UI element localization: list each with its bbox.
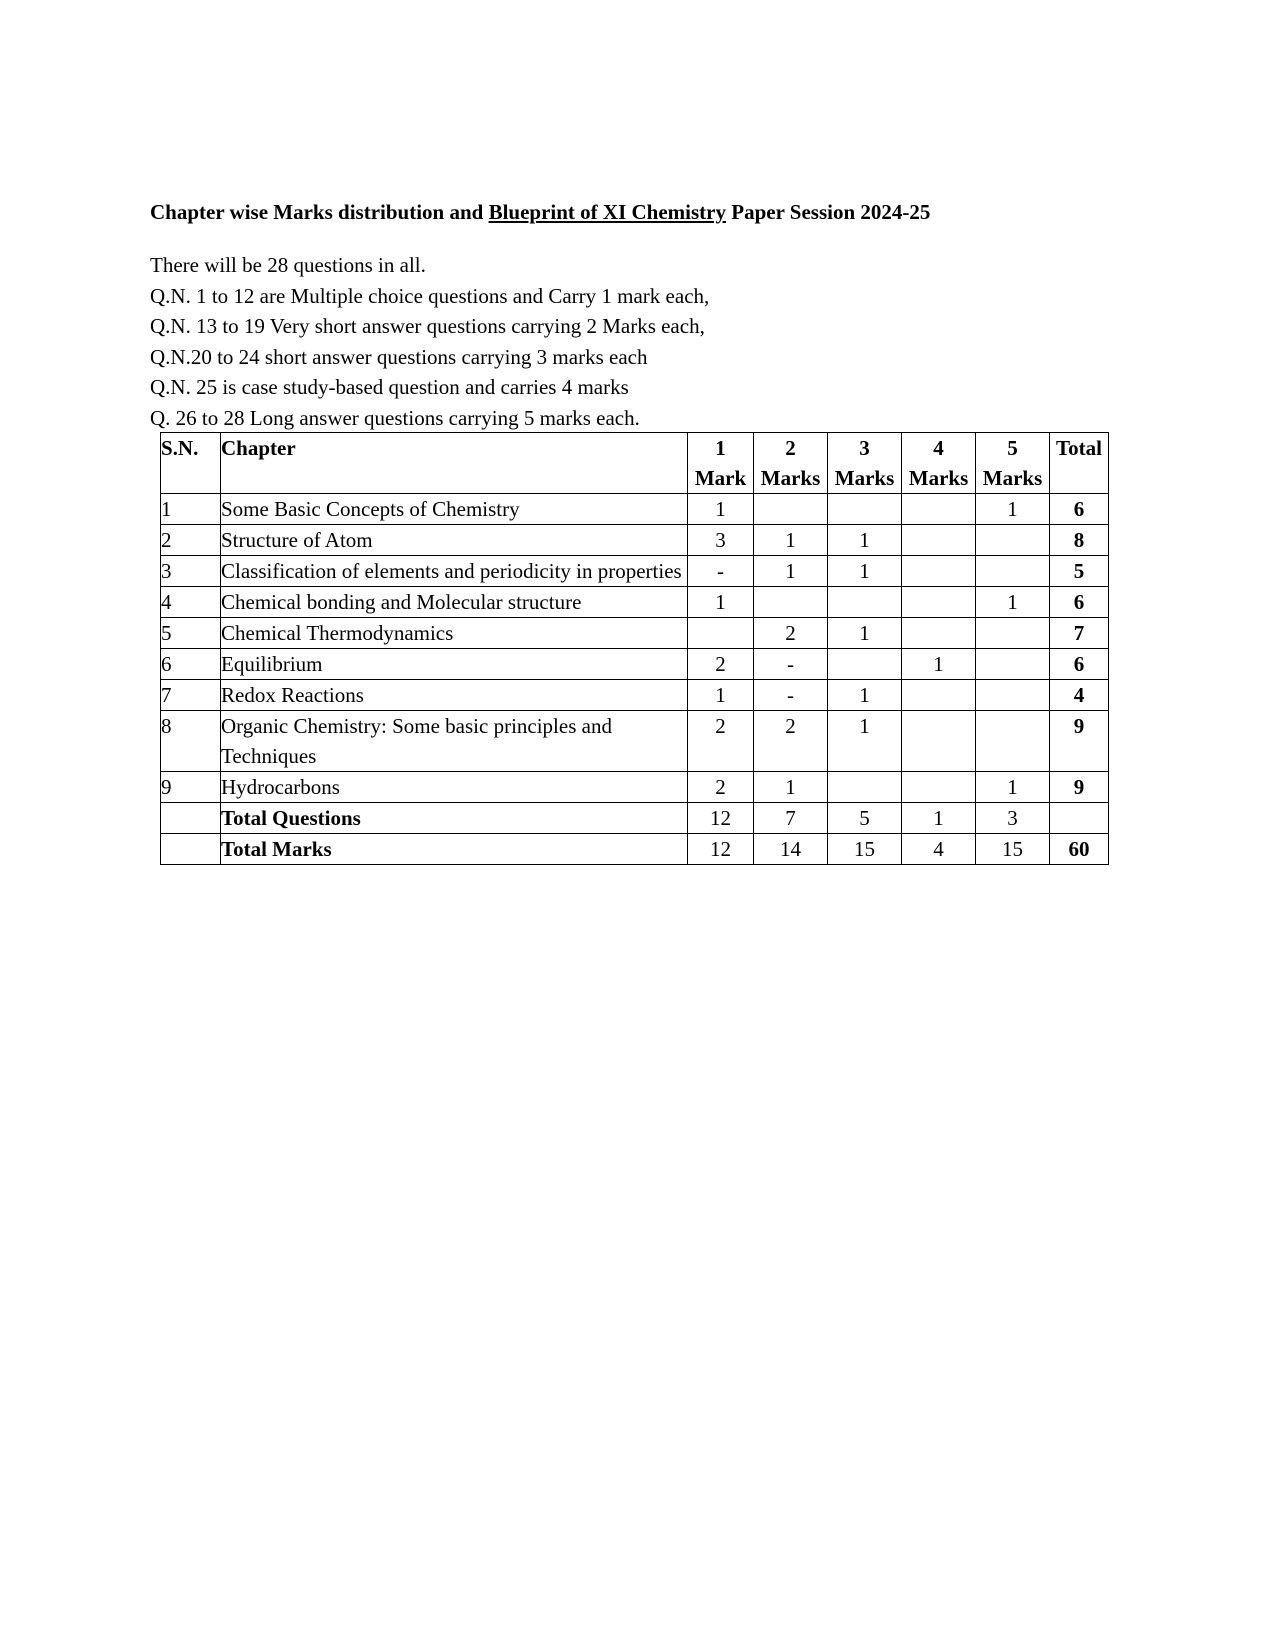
cell-1-mark — [688, 618, 754, 649]
cell-chapter: Redox Reactions — [221, 680, 688, 711]
cell-sn-empty — [161, 803, 221, 834]
cell-total — [1050, 803, 1109, 834]
header-4-marks: 4 Marks — [902, 433, 976, 494]
cell-4-marks — [902, 680, 976, 711]
cell-2-marks: - — [754, 649, 828, 680]
cell-3-marks: 1 — [828, 680, 902, 711]
cell-sn-empty — [161, 834, 221, 865]
cell-5-marks — [976, 556, 1050, 587]
cell-chapter: Some Basic Concepts of Chemistry — [221, 494, 688, 525]
total-marks-label: Total Marks — [221, 834, 688, 865]
heading-text-2: Paper Session 2024-25 — [726, 200, 931, 224]
table-row — [161, 618, 1109, 649]
cell-1-mark: 2 — [688, 711, 754, 772]
table-row — [161, 587, 1109, 618]
cell-3-marks — [828, 494, 902, 525]
blueprint-table — [160, 432, 1109, 865]
cell-sn: 4 — [161, 587, 221, 618]
cell-1-mark: 2 — [688, 649, 754, 680]
cell-2-marks: - — [754, 680, 828, 711]
cell-total: 9 — [1050, 772, 1109, 803]
cell-4-marks — [902, 494, 976, 525]
cell-chapter: Chemical bonding and Molecular structure — [221, 587, 688, 618]
heading-text-1: Chapter wise Marks distribution and — [150, 200, 489, 224]
cell-total: 6 — [1050, 587, 1109, 618]
cell-grand-total: 60 — [1050, 834, 1109, 865]
header-1-mark: 1 Mark — [688, 433, 754, 494]
cell-4-marks — [902, 618, 976, 649]
cell-5-marks — [976, 525, 1050, 556]
heading-underlined-text: Blueprint of XI Chemistry — [488, 200, 726, 224]
cell-2-marks — [754, 587, 828, 618]
table-row — [161, 772, 1109, 803]
cell-3-marks: 1 — [828, 556, 902, 587]
cell-1-mark: 12 — [688, 803, 754, 834]
cell-3-marks: 1 — [828, 618, 902, 649]
cell-5-marks — [976, 680, 1050, 711]
table-row — [161, 494, 1109, 525]
cell-2-marks: 1 — [754, 772, 828, 803]
cell-2-marks: 14 — [754, 834, 828, 865]
cell-5-marks — [976, 649, 1050, 680]
cell-2-marks: 1 — [754, 556, 828, 587]
cell-sn: 3 — [161, 556, 221, 587]
total-questions-row — [161, 803, 1109, 834]
cell-chapter: Structure of Atom — [221, 525, 688, 556]
cell-4-marks: 1 — [902, 803, 976, 834]
total-marks-row — [161, 834, 1109, 865]
cell-1-mark: 12 — [688, 834, 754, 865]
intro-line: There will be 28 questions in all. — [150, 253, 426, 277]
cell-4-marks — [902, 587, 976, 618]
cell-total: 6 — [1050, 494, 1109, 525]
intro-line: Q.N.20 to 24 short answer questions carrying 3 marks each — [150, 344, 648, 369]
cell-3-marks: 15 — [828, 834, 902, 865]
cell-2-marks: 2 — [754, 618, 828, 649]
cell-5-marks — [976, 618, 1050, 649]
cell-1-mark: 2 — [688, 772, 754, 803]
intro-line: Q. 26 to 28 Long answer questions carrying 5 marks each. — [150, 405, 640, 430]
cell-5-marks: 1 — [976, 587, 1050, 618]
cell-4-marks — [902, 525, 976, 556]
cell-5-marks: 3 — [976, 803, 1050, 834]
table-row — [161, 556, 1109, 587]
cell-total: 4 — [1050, 680, 1109, 711]
cell-3-marks: 1 — [828, 711, 902, 772]
cell-2-marks: 2 — [754, 711, 828, 772]
cell-4-marks — [902, 711, 976, 772]
table-row — [161, 680, 1109, 711]
header-chapter: Chapter — [221, 433, 688, 494]
header-2-marks: 2 Marks — [754, 433, 828, 494]
intro-line: Q.N. 25 is case study-based question and carries 4 marks — [150, 375, 629, 399]
header-sn: S.N. — [161, 433, 221, 494]
cell-4-marks — [902, 772, 976, 803]
cell-total: 7 — [1050, 618, 1109, 649]
header-total: Total — [1050, 433, 1109, 494]
cell-1-mark: - — [688, 556, 754, 587]
cell-sn: 2 — [161, 525, 221, 556]
cell-3-marks — [828, 772, 902, 803]
total-questions-label: Total Questions — [221, 803, 688, 834]
document-heading — [150, 200, 930, 225]
cell-chapter: Chemical Thermodynamics — [221, 618, 688, 649]
table-row — [161, 711, 1109, 772]
cell-sn: 9 — [161, 772, 221, 803]
table-row — [161, 525, 1109, 556]
table-header-row — [161, 433, 1109, 494]
header-5-marks: 5 Marks — [976, 433, 1050, 494]
intro-line: Q.N. 1 to 12 are Multiple choice questions and Carry 1 mark each, — [150, 283, 710, 308]
cell-5-marks — [976, 711, 1050, 772]
cell-4-marks: 1 — [902, 649, 976, 680]
cell-sn: 7 — [161, 680, 221, 711]
cell-sn: 6 — [161, 649, 221, 680]
cell-3-marks: 1 — [828, 525, 902, 556]
cell-total: 9 — [1050, 711, 1109, 772]
cell-chapter: Classification of elements and periodicity in properties — [221, 556, 688, 587]
cell-chapter: Equilibrium — [221, 649, 688, 680]
cell-1-mark: 1 — [688, 494, 754, 525]
cell-5-marks: 15 — [976, 834, 1050, 865]
cell-total: 5 — [1050, 556, 1109, 587]
cell-3-marks: 5 — [828, 803, 902, 834]
cell-chapter: Hydrocarbons — [221, 772, 688, 803]
cell-3-marks — [828, 587, 902, 618]
cell-sn: 5 — [161, 618, 221, 649]
cell-sn: 1 — [161, 494, 221, 525]
cell-4-marks: 4 — [902, 834, 976, 865]
cell-2-marks: 1 — [754, 525, 828, 556]
cell-4-marks — [902, 556, 976, 587]
intro-line: Q.N. 13 to 19 Very short answer questions carrying 2 Marks each, — [150, 314, 705, 338]
cell-1-mark: 1 — [688, 587, 754, 618]
intro-instructions — [150, 250, 709, 433]
cell-3-marks — [828, 649, 902, 680]
cell-1-mark: 3 — [688, 525, 754, 556]
cell-5-marks: 1 — [976, 772, 1050, 803]
header-3-marks: 3 Marks — [828, 433, 902, 494]
table-row — [161, 649, 1109, 680]
cell-2-marks: 7 — [754, 803, 828, 834]
cell-total: 8 — [1050, 525, 1109, 556]
cell-total: 6 — [1050, 649, 1109, 680]
cell-chapter: Organic Chemistry: Some basic principles and Techniques — [221, 711, 688, 772]
cell-2-marks — [754, 494, 828, 525]
cell-1-mark: 1 — [688, 680, 754, 711]
cell-5-marks: 1 — [976, 494, 1050, 525]
cell-sn: 8 — [161, 711, 221, 772]
